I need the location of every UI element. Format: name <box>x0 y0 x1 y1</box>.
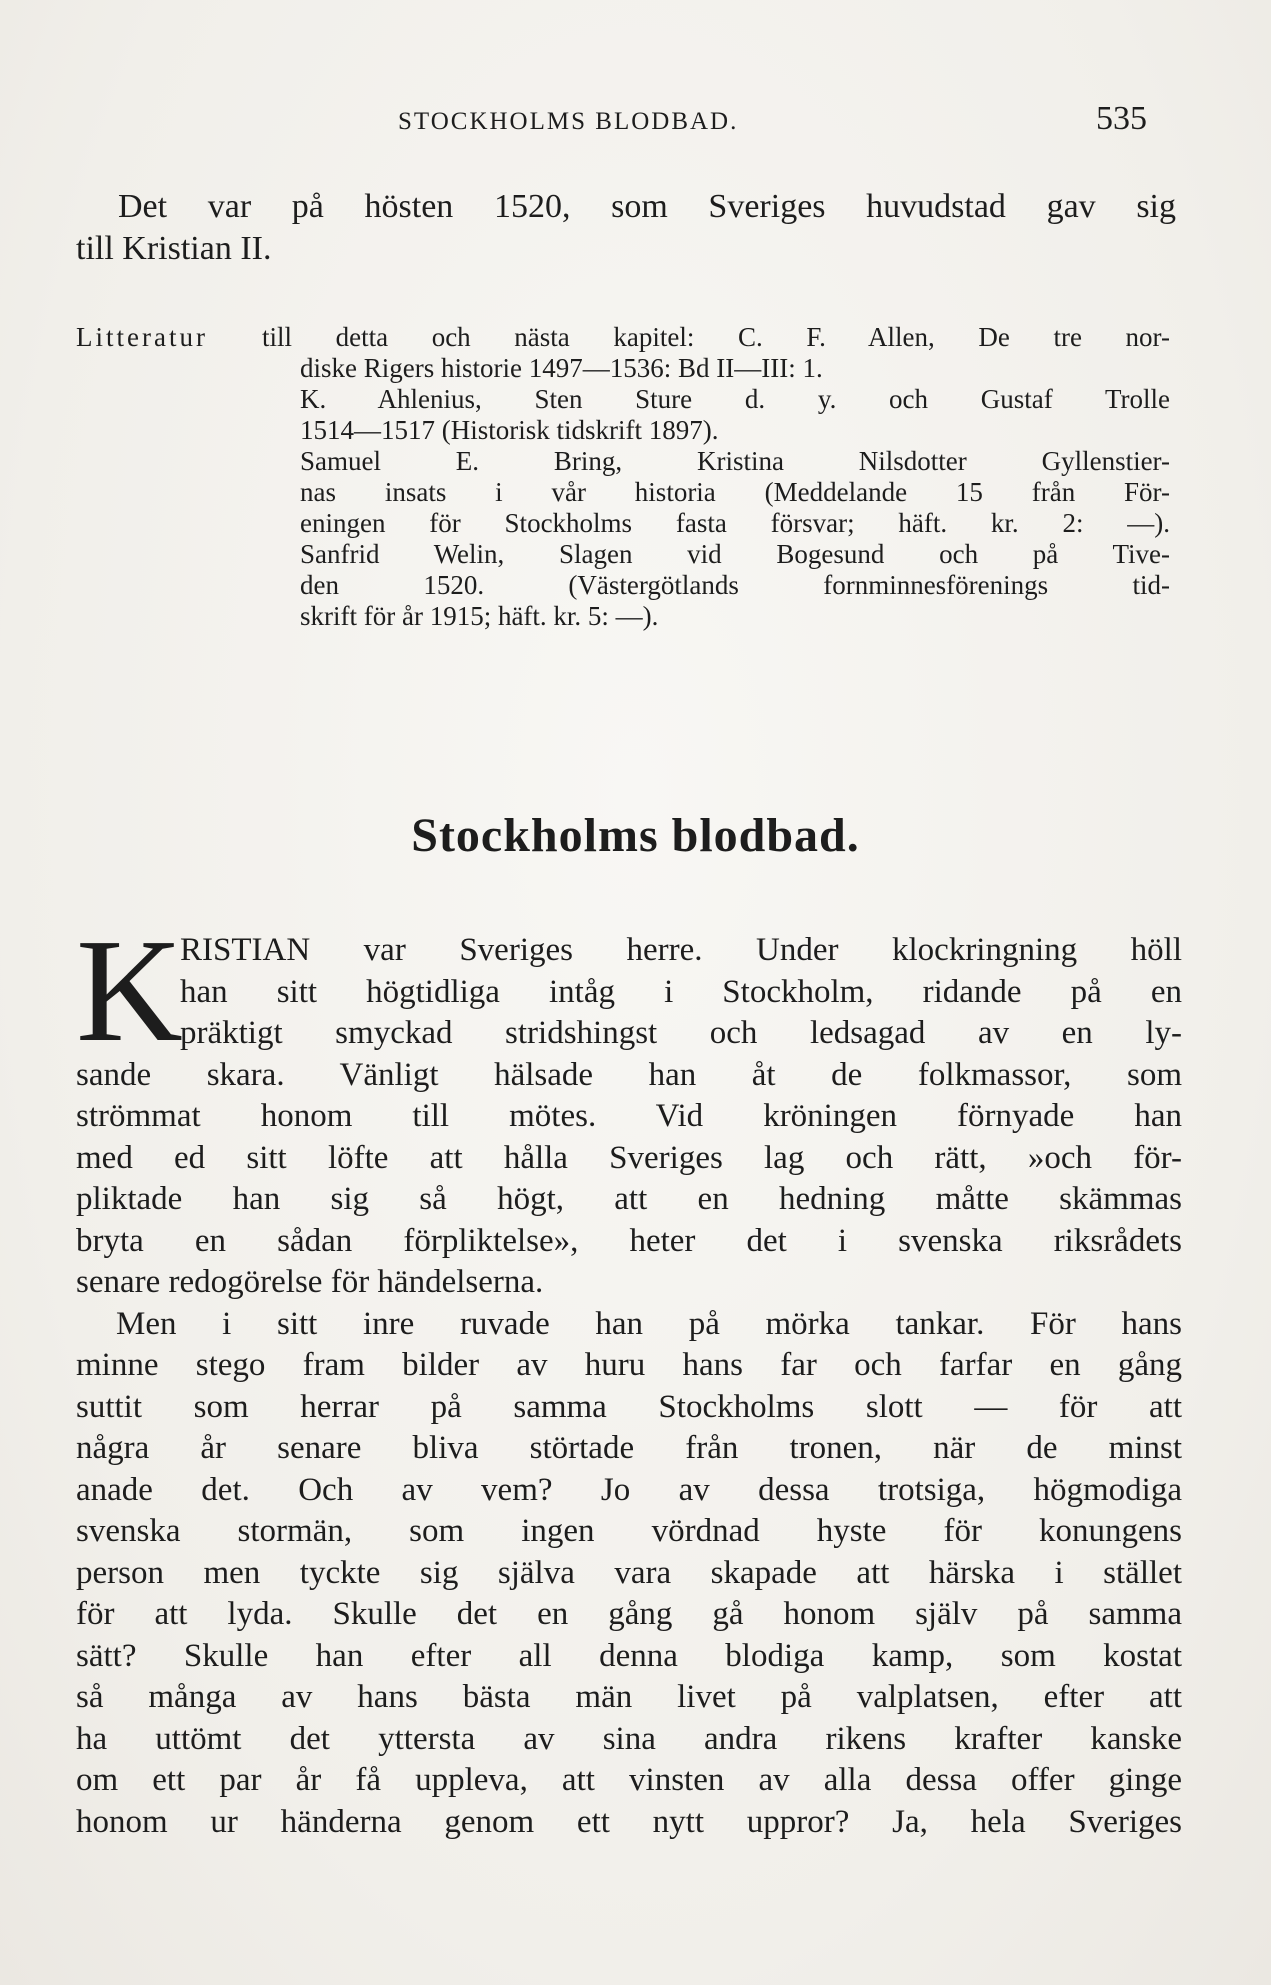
body-line: minne stego fram bilder av huru hans far och farfar en gång <box>76 1347 1182 1383</box>
body-line: honom ur händerna genom ett nytt uppror? Ja, hela Sveriges <box>76 1803 1182 1840</box>
body-line: han sitt högtidliga intåg i Stockholm, ridande på en <box>180 973 1182 1010</box>
page-number: 535 <box>1096 100 1147 137</box>
body-line: person men tyckte sig själva vara skapade att härska i stället <box>76 1554 1182 1591</box>
literature-line: Samuel E. Bring, Kristina Nilsdotter Gyllenstier- <box>300 446 1170 476</box>
literature-line: skrift för år 1915; häft. kr. 5: —). <box>300 601 659 631</box>
body-line: strömmat honom till mötes. Vid kröningen förnyade han <box>76 1098 1182 1134</box>
body-line: bryta en sådan förpliktelse», heter det i svenska riksrådets <box>76 1222 1182 1259</box>
literature-line: diske Rigers historie 1497—1536: Bd II—III: 1. <box>300 353 823 383</box>
literature-line: den 1520. (Västergötlands fornminnesförenings tid- <box>300 570 1170 600</box>
running-title: STOCKHOLMS BLODBAD. <box>398 108 739 135</box>
body-line: präktigt smyckad stridshingst och ledsagad av en ly- <box>180 1015 1182 1051</box>
chapter-body <box>76 909 1182 1843</box>
body-line: senare redogörelse för händelserna. <box>76 1264 544 1300</box>
literature-list <box>262 322 1170 632</box>
intro-line: Det var på hösten 1520, som Sveriges huvudstad gav sig <box>118 188 1176 225</box>
chapter-title: Stockholms blodbad. <box>411 809 860 862</box>
body-line: för att lyda. Skulle det en gång gå honom själv på samma <box>76 1596 1182 1632</box>
body-line: anade det. Och av vem? Jo av dessa trotsiga, högmodiga <box>76 1471 1182 1508</box>
body-line: sätt? Skulle han efter all denna blodiga kamp, som kostat <box>76 1637 1182 1674</box>
body-line: några år senare bliva störtade från tronen, när de minst <box>76 1430 1182 1466</box>
literature-line: eningen för Stockholms fasta försvar; häft. kr. 2: —). <box>300 508 1170 538</box>
body-line: RISTIAN var Sveriges herre. Under klockringning höll <box>180 932 1182 968</box>
body-line: om ett par år få uppleva, att vinsten av alla dessa offer ginge <box>76 1762 1182 1798</box>
body-line: suttit som herrar på samma Stockholms slott — för att <box>76 1388 1182 1425</box>
literature-line: nas insats i vår historia (Meddelande 15 från För- <box>300 477 1170 507</box>
literature-label: Litteratur <box>76 322 208 352</box>
body-line: Men i sitt inre ruvade han på mörka tankar. För hans <box>116 1305 1182 1342</box>
body-line: ha uttömt det yttersta av sina andra rikens krafter kanske <box>76 1720 1182 1757</box>
body-line: med ed sitt löfte att hålla Sveriges lag och rätt, »och för- <box>76 1139 1182 1176</box>
literature-line: K. Ahlenius, Sten Sture d. y. och Gustaf Trolle <box>300 384 1170 414</box>
literature-line: 1514—1517 (Historisk tidskrift 1897). <box>300 415 719 445</box>
intro-line: till Kristian II. <box>76 230 272 267</box>
body-line: sande skara. Vänligt hälsade han åt de folkmassor, som <box>76 1056 1182 1093</box>
drop-cap: K <box>76 909 183 1073</box>
body-line: pliktade han sig så högt, att en hedning måtte skämmas <box>76 1181 1182 1217</box>
literature-line: till detta och nästa kapitel: C. F. Allen, De tre nor- <box>262 322 1170 352</box>
body-line: så många av hans bästa män livet på valplatsen, efter att <box>76 1679 1182 1715</box>
literature-line: Sanfrid Welin, Slagen vid Bogesund och på Tive- <box>300 539 1170 569</box>
body-line: svenska stormän, som ingen vördnad hyste för konungens <box>76 1513 1182 1549</box>
intro-paragraph <box>76 186 1176 270</box>
